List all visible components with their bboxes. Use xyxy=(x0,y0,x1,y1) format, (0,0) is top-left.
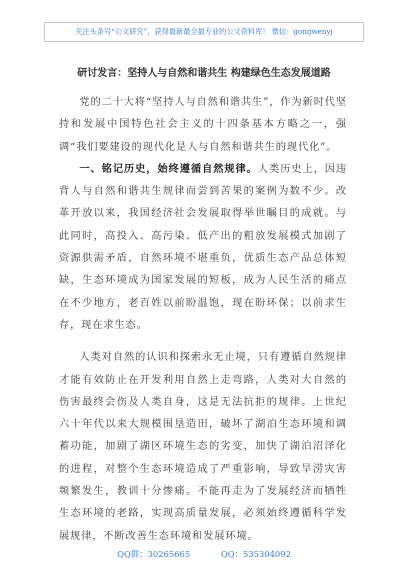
document-title: 研讨发言：坚持人与自然和谐共生 构建绿色生态发展道路 xyxy=(77,68,331,79)
paragraph-text: 人类历史上，因违背人与自然和谐共生规律而尝到苦果的案例为数不少。改革开放以来，我国经济社会发展取得举世瞩目的成就。与此同时，高投入、高污染、低产出的粗放发展模式加剧了资源供需矛盾，自然环境不堪重负，优质生态产品总体短缺，生态环境成为国家发展的短板，成为人民生活的痛点在不少地方，老百姓以前盼温饱，现在盼环保；以前求生存，现在求生态。 xyxy=(59,163,347,331)
document-body xyxy=(59,92,347,548)
paragraph-section-1 xyxy=(59,159,347,337)
paragraph-laws xyxy=(59,347,347,548)
qq-group-link[interactable]: QQ群：30265665 xyxy=(117,549,191,559)
section-heading: 一、铭记历史，始终遵循自然规律。 xyxy=(79,163,258,175)
paragraph-text: 党的二十大将“坚持人与自然和谐共生”，作为新时代坚持和发展中国特色社会主义的十四条基本方略之一，强调“我们要建设的现代化是人与自然和谐共生的现代化”。 xyxy=(59,97,347,153)
paragraph-text: 人类对自然的认识和探索永无止境，只有遵循自然规律才能有效防止在开发利用自然上走弯路，人类对大自然的伤害最终会伤及人类自身，这是无法抗拒的规律。上世纪六十年代以来大规模围垦造田，破坏了湖泊生态环境和调蓄功能，加剧了湖区环境生态的劣变，加快了湖泊沼泽化的进程，对整个生态环境造成了严重影响，导致旱涝灾害频繁发生，教训十分惨痛。不能再走为了发展经济而牺牲生态环境的老路，实现高质量发展，必须始终遵循科学发展规律，不断改善生态环境和发展环境。 xyxy=(59,352,347,542)
qq-contact-link[interactable]: QQ：535304092 xyxy=(220,549,291,559)
promo-banner: 关注头条号“公文研究”，获得最新最全最专业的公文资料库！ 微信：gongwenyj xyxy=(44,22,364,42)
page-footer xyxy=(0,548,408,560)
paragraph-intro xyxy=(59,92,347,159)
